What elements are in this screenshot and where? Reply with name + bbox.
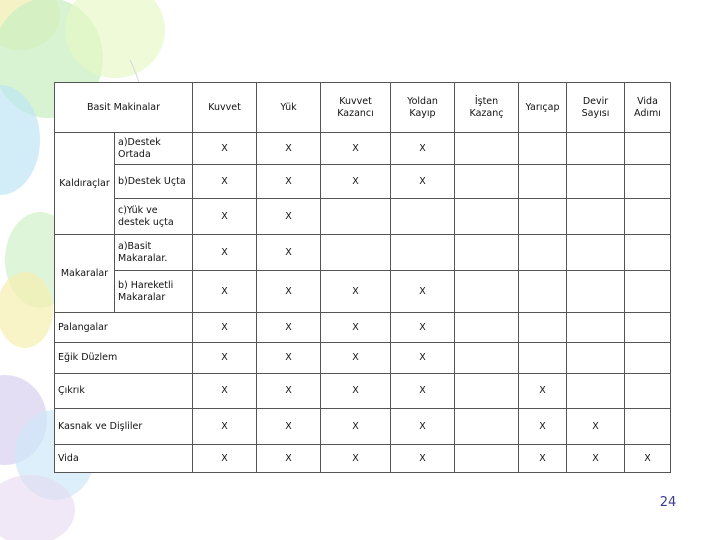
table-cell: X bbox=[257, 235, 321, 271]
table-cell bbox=[625, 133, 671, 165]
table-cell: X bbox=[257, 343, 321, 374]
table-cell: X bbox=[193, 271, 257, 313]
table-cell: X bbox=[519, 409, 567, 445]
header-title: Basit Makinalar bbox=[55, 83, 193, 133]
table-cell bbox=[455, 409, 519, 445]
table-cell: X bbox=[193, 343, 257, 374]
table-cell bbox=[625, 409, 671, 445]
table-cell bbox=[519, 313, 567, 343]
page-number: 24 bbox=[659, 495, 677, 510]
row-label: a)Basit Makaralar. bbox=[115, 235, 193, 271]
col-header-yaricap: Yarıçap bbox=[519, 83, 567, 133]
table-cell bbox=[625, 199, 671, 235]
table-cell: X bbox=[321, 445, 391, 473]
table-row bbox=[55, 199, 671, 235]
table-cell bbox=[625, 374, 671, 409]
table-cell bbox=[625, 343, 671, 374]
table-cell bbox=[455, 133, 519, 165]
table-cell: X bbox=[321, 313, 391, 343]
row-label: Kasnak ve Dişliler bbox=[55, 409, 193, 445]
table-cell: X bbox=[321, 374, 391, 409]
row-label: c)Yük ve destek uçta bbox=[115, 199, 193, 235]
table-cell bbox=[519, 165, 567, 199]
table-cell bbox=[519, 133, 567, 165]
table-cell bbox=[455, 343, 519, 374]
table-cell: X bbox=[321, 271, 391, 313]
col-header-yoldan-kayip: Yoldan Kayıp bbox=[391, 83, 455, 133]
table-cell bbox=[567, 374, 625, 409]
table-cell bbox=[391, 199, 455, 235]
table-cell bbox=[455, 165, 519, 199]
table-cell: X bbox=[391, 165, 455, 199]
table-cell bbox=[455, 445, 519, 473]
table-cell: X bbox=[321, 165, 391, 199]
table-cell bbox=[519, 235, 567, 271]
table-cell bbox=[455, 199, 519, 235]
table-cell: X bbox=[193, 199, 257, 235]
table-row bbox=[55, 271, 671, 313]
row-label: b)Destek Uçta bbox=[115, 165, 193, 199]
row-label: a)Destek Ortada bbox=[115, 133, 193, 165]
row-label: Eğik Düzlem bbox=[55, 343, 193, 374]
table-row bbox=[55, 133, 671, 165]
table-cell: X bbox=[519, 445, 567, 473]
table-cell: X bbox=[567, 409, 625, 445]
group-label-makara: Makaralar bbox=[55, 235, 115, 313]
table-row bbox=[55, 445, 671, 473]
table-cell bbox=[455, 313, 519, 343]
table-row bbox=[55, 343, 671, 374]
col-header-kuvvet: Kuvvet bbox=[193, 83, 257, 133]
table-cell: X bbox=[321, 409, 391, 445]
col-header-isten-kazanc: İşten Kazanç bbox=[455, 83, 519, 133]
table-cell: X bbox=[321, 343, 391, 374]
row-label: Çıkrık bbox=[55, 374, 193, 409]
table-cell: X bbox=[193, 165, 257, 199]
row-label: Palangalar bbox=[55, 313, 193, 343]
table-cell: X bbox=[257, 199, 321, 235]
simple-machines-table bbox=[54, 82, 671, 473]
table-cell bbox=[519, 271, 567, 313]
table-cell: X bbox=[391, 343, 455, 374]
table-cell: X bbox=[193, 374, 257, 409]
table-row bbox=[55, 313, 671, 343]
table-cell bbox=[625, 313, 671, 343]
table-cell bbox=[519, 199, 567, 235]
table-cell: X bbox=[625, 445, 671, 473]
table-cell bbox=[567, 271, 625, 313]
table-cell: X bbox=[257, 445, 321, 473]
col-header-devir-sayisi: Devir Sayısı bbox=[567, 83, 625, 133]
table-cell: X bbox=[391, 313, 455, 343]
table-cell: X bbox=[257, 165, 321, 199]
table-cell bbox=[455, 374, 519, 409]
table-cell bbox=[625, 235, 671, 271]
col-header-yuk: Yük bbox=[257, 83, 321, 133]
table-cell bbox=[455, 235, 519, 271]
table-cell: X bbox=[567, 445, 625, 473]
table-cell bbox=[567, 313, 625, 343]
group-label-kaldirac: Kaldıraçlar bbox=[55, 133, 115, 235]
table-cell: X bbox=[391, 374, 455, 409]
table-row bbox=[55, 235, 671, 271]
table-cell: X bbox=[391, 133, 455, 165]
table-cell: X bbox=[257, 133, 321, 165]
table-cell: X bbox=[193, 409, 257, 445]
table-row bbox=[55, 165, 671, 199]
table-cell: X bbox=[321, 133, 391, 165]
table-cell bbox=[567, 343, 625, 374]
table-cell bbox=[567, 165, 625, 199]
col-header-vida-adimi: Vida Adımı bbox=[625, 83, 671, 133]
table-cell: X bbox=[391, 409, 455, 445]
table-cell bbox=[321, 199, 391, 235]
table-cell: X bbox=[193, 235, 257, 271]
table-cell: X bbox=[257, 271, 321, 313]
table-cell bbox=[519, 343, 567, 374]
table-cell: X bbox=[391, 271, 455, 313]
table-row bbox=[55, 409, 671, 445]
table-cell: X bbox=[257, 409, 321, 445]
table-cell bbox=[321, 235, 391, 271]
row-label: Vida bbox=[55, 445, 193, 473]
table-cell bbox=[625, 165, 671, 199]
table-cell bbox=[625, 271, 671, 313]
table-cell: X bbox=[519, 374, 567, 409]
table-row bbox=[55, 374, 671, 409]
table-cell bbox=[391, 235, 455, 271]
table-cell: X bbox=[193, 133, 257, 165]
table-cell: X bbox=[391, 445, 455, 473]
table-cell: X bbox=[193, 313, 257, 343]
header-row bbox=[55, 83, 671, 133]
table-cell: X bbox=[257, 313, 321, 343]
table-cell: X bbox=[257, 374, 321, 409]
table-cell: X bbox=[193, 445, 257, 473]
table-cell bbox=[455, 271, 519, 313]
row-label: b) Hareketli Makaralar bbox=[115, 271, 193, 313]
col-header-kuvvet-kazanci: Kuvvet Kazancı bbox=[321, 83, 391, 133]
table-cell bbox=[567, 133, 625, 165]
table-cell bbox=[567, 199, 625, 235]
table-cell bbox=[567, 235, 625, 271]
